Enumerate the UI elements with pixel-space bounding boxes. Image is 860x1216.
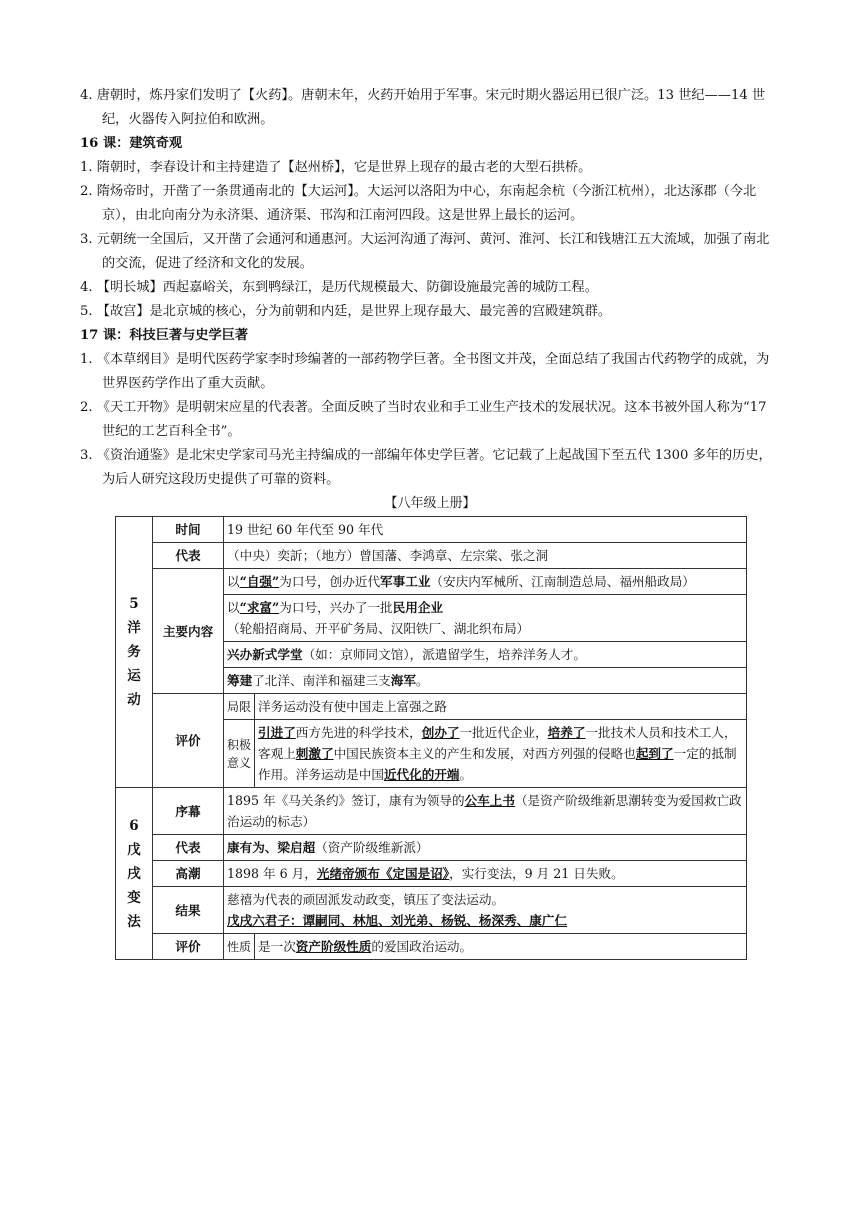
group-wuxu-char: 戌 (127, 865, 141, 882)
lesson15-item-4: 4. 唐朝时，炼丹家们发明了【火药】。唐朝末年，火药开始用于军事。宋元时期火器运用已很广泛。13 世纪——14 世纪，火器传入阿拉伯和欧洲。 (80, 88, 766, 127)
lesson17-item-1: 1. 《本草纲目》是明代医药学家李时珍编著的一部药物学巨著。全书图文并茂，全面总结了我国古代药物学的成就，为世界医药学作出了重大贡献。 (80, 352, 770, 391)
text: ，实行变法，9 月 21 日失败。 (449, 866, 624, 881)
group-wuxu-char: 法 (127, 913, 141, 930)
summary-table (115, 516, 747, 960)
text: 军事工业 (380, 574, 431, 589)
label-eval (153, 694, 224, 788)
text: 了北洋、南洋和福建三支 (252, 673, 391, 688)
lesson16-item-5: 5. 【故宫】是北京城的核心，分为前朝和内廷，是世界上现存最大、最完善的宫殿建筑群。 (80, 304, 612, 319)
lesson16-item-4: 4. 【明长城】西起嘉峪关，东到鸭绿江，是历代规模最大、防御设施最完善的城防工程。 (80, 280, 598, 295)
text: 近代化的开端 (383, 767, 460, 782)
text: 引进了 (258, 725, 296, 740)
wuxu-prelude (224, 788, 747, 835)
label-result: 结果 (153, 887, 224, 934)
text: 中国民族资本主义的产生和发展，对西方列强的侵略也 (333, 746, 636, 761)
text: 刺激了 (295, 746, 334, 761)
label-content (153, 569, 224, 694)
yangwu-content-2 (224, 595, 747, 642)
label-content-text: 主要内容 (162, 623, 214, 639)
text: 为口号，创办近代 (279, 574, 381, 589)
lesson17-title: 17 课：科技巨著与史学巨著 (80, 328, 249, 343)
text: 西方先进的科学技术， (295, 725, 422, 740)
yangwu-content-1 (224, 569, 747, 595)
label-wuxu-eval: 评价 (153, 934, 224, 960)
lesson16-item-1: 1. 隋朝时，李春设计和主持建造了【赵州桥】，它是世界上现存的最古老的大型石拱桥。 (80, 160, 592, 175)
group-yangwu-char: 洋 (127, 620, 141, 636)
label-nature: 性质 (224, 934, 255, 960)
yangwu-time: 19 世纪 60 年代至 90 年代 (224, 517, 747, 543)
text: （是资产阶级维新思潮转变为爱国救亡政治运动的标志） (227, 793, 742, 829)
group-yangwu-char: 运 (127, 668, 141, 684)
group-wuxu-char: 变 (127, 889, 141, 906)
text: （资产阶级维新派） (315, 840, 429, 855)
group-yangwu-char: 务 (127, 644, 141, 660)
text: 培养了 (547, 725, 586, 740)
text: 一批技术人员和技术工人，客观上 (258, 725, 737, 761)
document-page (80, 84, 780, 960)
text: 起到了 (635, 746, 674, 761)
text: 以 (227, 574, 240, 589)
text: （如：京师同文馆），派遣留学生，培养洋务人才。 (302, 647, 586, 662)
lesson16-item-3: 3. 元朝统一全国后，又开凿了会通河和通惠河。大运河沟通了海河、黄河、淮河、长江和钱塘江五大流域，加强了南北的交流，促进了经济和文化的发展。 (80, 232, 770, 271)
lesson16-item-2: 2. 隋炀帝时，开凿了一条贯通南北的【大运河】。大运河以洛阳为中心，东南起余杭（今浙江杭州），北达涿郡（今北京），由北向南分为永济渠、通济渠、邗沟和江南河四段。这是世界上最长的运河。 (80, 184, 757, 223)
text: 1898 年 6 月， (227, 866, 317, 881)
group-yangwu-char: 动 (127, 692, 141, 708)
text: “求富” (239, 600, 280, 615)
lesson17-item-3: 3. 《资治通鉴》是北宋史学家司马光主持编成的一部编年体史学巨著。它记载了上起战国下至五代 1300 多年的历史，为后人研究这段历史提供了可靠的资料。 (80, 448, 772, 487)
text: 的爱国政治运动。 (371, 939, 473, 954)
wuxu-nature (255, 934, 747, 960)
yangwu-content-4 (224, 668, 747, 694)
label-climax: 高潮 (153, 861, 224, 887)
text: 慈禧为代表的顽固派发动政变，镇压了变法运动。 (227, 892, 505, 907)
text: 资产阶级性质 (295, 939, 372, 954)
text: 以 (227, 600, 240, 615)
yangwu-rep: （中央）奕訢；（地方）曾国藩、李鸿章、左宗棠、张之洞 (224, 543, 747, 569)
label-eval-text: 评价 (175, 733, 201, 748)
text: 康有为、梁启超 (227, 840, 316, 855)
label-prelude: 序幕 (153, 788, 224, 835)
text: 是一次 (258, 939, 296, 954)
text: 海军 (390, 673, 416, 688)
label-limit: 局限 (224, 694, 255, 720)
text: 1895 年《马关条约》签订，康有为领导的 (227, 793, 465, 808)
text: 戊戌六君子：谭嗣同、林旭、刘光弟、杨锐、杨深秀、康广仁 (227, 913, 568, 928)
label-time: 时间 (153, 517, 224, 543)
wuxu-rep (224, 835, 747, 861)
text: 一批近代企业， (459, 725, 548, 740)
yangwu-positive (255, 720, 747, 788)
label-positive: 积极意义 (224, 720, 255, 788)
lesson17-item-2: 2. 《天工开物》是明朝宋应星的代表著。全面反映了当时农业和手工业生产技术的发展状况。这本书被外国人称为“17 世纪的工艺百科全书”。 (80, 400, 767, 439)
grade-title: 【八年级上册】 (384, 496, 476, 511)
text: 民用企业 (392, 600, 443, 615)
group-wuxu-char: 戊 (127, 841, 141, 858)
text: “自强” (239, 574, 280, 589)
group-yangwu-char: 5 (129, 596, 139, 612)
text: 光绪帝颁布《定国是诏》 (316, 866, 450, 881)
group-yangwu (116, 517, 153, 788)
yangwu-content-3 (224, 642, 747, 668)
label-rep: 代表 (153, 543, 224, 569)
wuxu-climax (224, 861, 747, 887)
yangwu-limit: 洋务运动没有使中国走上富强之路 (255, 694, 747, 720)
text: （安庆内军械所、江南制造总局、福州船政局） (430, 574, 695, 589)
text: 一定的抵制作用。洋务运动是中国 (258, 746, 737, 782)
text: 筹建 (227, 673, 253, 688)
text: 。 (459, 767, 473, 782)
group-wuxu (116, 788, 153, 960)
wuxu-result (224, 887, 747, 934)
text: 创办了 (421, 725, 460, 740)
text: 。 (415, 673, 429, 688)
text: 兴办新式学堂 (227, 647, 303, 662)
group-wuxu-char: 6 (129, 817, 139, 834)
label-wuxu-rep: 代表 (153, 835, 224, 861)
text: 公车上书 (464, 793, 515, 808)
lesson16-title: 16 课：建筑奇观 (80, 136, 183, 151)
text: 为口号，兴办了一批 (279, 600, 393, 615)
text: （轮船招商局、开平矿务局、汉阳铁厂、湖北织布局） (227, 621, 530, 636)
